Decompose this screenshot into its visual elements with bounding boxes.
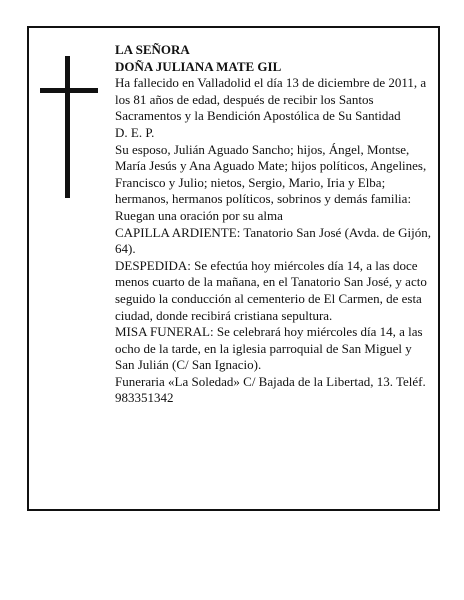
funeral-home-info: Funeraria «La Soledad» C/ Bajada de la Libertad, 13. Teléf. 983351342 bbox=[115, 373, 426, 406]
cross-icon bbox=[40, 56, 98, 198]
obituary-notice bbox=[27, 26, 440, 511]
death-announcement: Ha fallecido en Valladolid el día 13 de diciembre de 2011, a los 81 años de edad, después de recibir los Santos Sacramentos y la Bendición Apostólica de Su Santidad bbox=[115, 75, 427, 124]
cross-horizontal-bar bbox=[40, 88, 98, 93]
cross-vertical-bar bbox=[65, 56, 70, 198]
rip-line: D. E. P. bbox=[115, 124, 155, 140]
honorific: LA SEÑORA bbox=[115, 42, 190, 57]
prayer-request: Ruegan una oración por su alma bbox=[115, 207, 283, 223]
family-list: Su esposo, Julián Aguado Sancho; hijos, Ángel, Montse, María Jesús y Ana Aguado Mate; hijos políticos, Angelines, Francisco y Julio; nietos, Sergio, Mario, Iria y Elba; hermanos, hermanos políticos, sobrinos y demás familia: bbox=[115, 141, 427, 207]
notice-text bbox=[115, 42, 433, 407]
deceased-name: DOÑA JULIANA MATE GIL bbox=[115, 58, 282, 74]
chapel-info: CAPILLA ARDIENTE: Tanatorio San José (Avda. de Gijón, 64). bbox=[115, 224, 431, 257]
farewell-info: DESPEDIDA: Se efectúa hoy miércoles día 14, a las doce menos cuarto de la mañana, en el Tanatorio San José, y acto seguido la conducción al cementerio de El Carmen, de esta ciudad, donde recibirá cristiana sepultura. bbox=[115, 257, 427, 323]
mass-info: MISA FUNERAL: Se celebrará hoy miércoles día 14, a las ocho de la tarde, en la iglesia parroquial de San Miguel y San Julián (C/ San Ignacio). bbox=[115, 324, 423, 373]
